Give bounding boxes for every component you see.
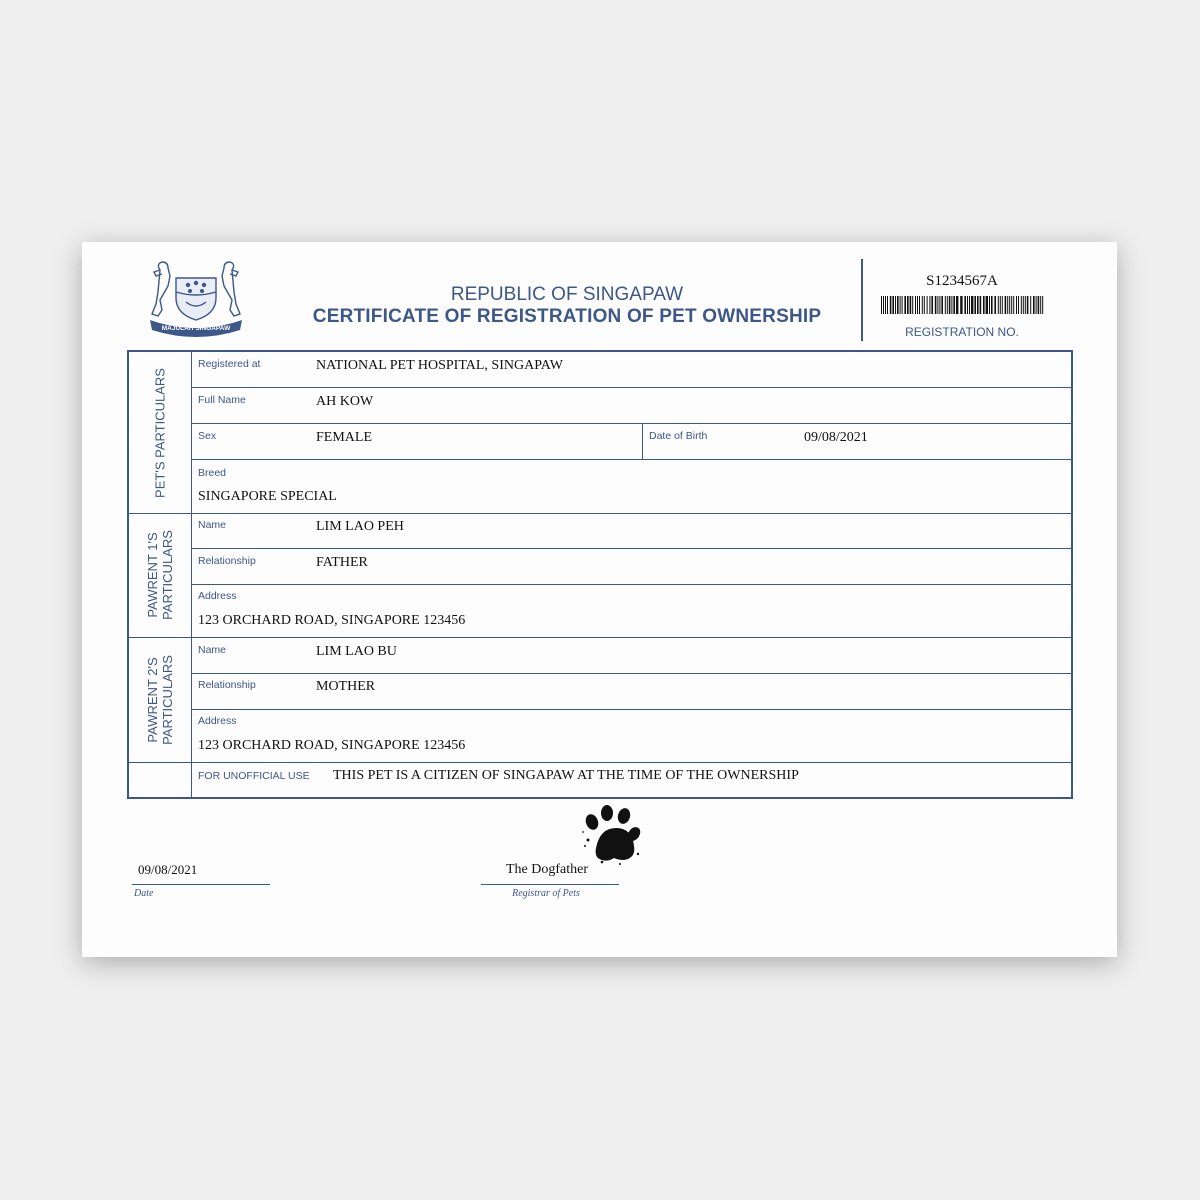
barcode-bar [964,296,966,314]
barcode-bar [1030,296,1031,314]
date-signature-line [132,884,270,885]
barcode-bar [910,296,912,314]
section-divider [129,513,1071,514]
barcode-bar [977,296,979,314]
barcode-bar [890,296,892,314]
row-divider [191,584,1071,585]
barcode-bar [885,296,886,314]
parent1-section-line2: PARTICULARS [160,530,175,620]
pet-section-label [129,352,191,513]
barcode-bar [1011,296,1012,314]
paw-print-icon [580,804,642,868]
breed-label: Breed [198,467,227,479]
parent2-section-text [145,655,175,745]
parent1-address-value: 123 ORCHARD ROAD, SINGAPORE 123456 [198,613,466,628]
row-divider [191,548,1071,549]
barcode-icon [881,296,1046,314]
parent2-section-line2: PARTICULARS [160,654,175,745]
barcode-bar [1023,296,1024,314]
barcode-bar [998,296,999,314]
barcode-bar [1000,296,1001,314]
barcode-bar [974,296,976,314]
barcode-bar [927,296,928,314]
barcode-bar [881,296,882,314]
barcode-bar [1007,296,1008,314]
barcode-bar [939,296,940,314]
barcode-bar [907,296,909,314]
barcode-bar [980,296,982,314]
barcode-bar [937,296,938,314]
barcode-bar [902,296,903,314]
barcode-bar [1036,296,1037,314]
barcode-bar [935,296,937,314]
barcode-bar [949,296,951,314]
row-divider [191,459,1071,460]
barcode-bar [953,296,955,314]
parent2-section-label [129,637,191,762]
registrar-signature-line [481,884,619,885]
pet-section-text: PET'S PARTICULARS [152,367,168,498]
barcode-bar [951,296,952,314]
barcode-bar [917,296,918,314]
barcode-bar [924,296,925,314]
crest-motto: MAJULAH SINGAPAW [161,325,231,332]
parent1-address-label: Address [198,590,237,602]
barcode-bar [1021,296,1022,314]
sex-label: Sex [198,430,217,442]
certificate-heading: CERTIFICATE OF REGISTRATION OF PET OWNERSHIP [312,306,822,327]
full-name-value: AH KOW [316,394,374,409]
column-divider [191,352,192,797]
barcode-bar [887,296,888,314]
parent2-relationship-value: MOTHER [316,679,376,694]
parent1-relationship-label: Relationship [198,555,256,567]
signature-date-value: 09/08/2021 [138,862,198,877]
barcode-bar [897,296,899,314]
barcode-bar [931,296,933,314]
barcode-bar [929,296,930,314]
date-caption: Date [134,888,154,899]
parent2-name-label: Name [198,644,227,656]
parent2-address-value: 123 ORCHARD ROAD, SINGAPORE 123456 [198,738,466,753]
barcode-bar [883,296,884,314]
parent2-section-line1: PAWRENT 2'S [145,656,160,743]
parent1-section-text [145,530,175,620]
certificate-title [282,284,852,328]
registrar-caption: Registrar of Pets [512,888,580,899]
parent2-relationship-label: Relationship [198,679,256,691]
section-divider [129,762,1071,763]
barcode-bar [971,296,973,314]
registration-number: S1234567A [926,273,998,289]
barcode-bar [994,296,996,314]
barcode-bar [967,296,968,314]
barcode-bar [947,296,948,314]
parent1-name-label: Name [198,519,227,531]
header-divider [861,259,863,341]
parent1-section-line1: PAWRENT 1'S [145,532,160,618]
barcode-bar [1027,296,1029,314]
dob-value: 09/08/2021 [804,430,868,445]
full-name-label: Full Name [198,394,246,406]
barcode-bar [983,296,985,314]
barcode-bar [1038,296,1040,314]
parent2-name-value: LIM LAO BU [316,644,397,659]
barcode-bar [1013,296,1014,314]
registered-at-value: NATIONAL PET HOSPITAL, SINGAPAW [316,358,563,373]
row-divider [191,423,1071,424]
barcode-bar [915,296,916,314]
barcode-bar [900,296,901,314]
parent2-address-label: Address [198,715,237,727]
dob-label: Date of Birth [649,430,708,442]
parent1-section-label [129,513,191,637]
barcode-bar [919,296,920,314]
barcode-bar [1009,296,1010,314]
barcode-bar [1002,296,1003,314]
particulars-table [127,350,1073,799]
registration-label: REGISTRATION NO. [905,325,1019,339]
row-divider [191,387,1071,388]
barcode-bar [989,296,990,314]
sex-value: FEMALE [316,430,372,445]
row-divider [191,673,1071,674]
barcode-bar [1042,296,1043,314]
barcode-bar [991,296,993,314]
barcode-bar [1018,296,1019,314]
barcode-bar [912,296,913,314]
registrar-name: The Dogfather [506,862,589,877]
row-divider [191,709,1071,710]
cell-divider [642,423,643,459]
breed-value: SINGAPORE SPECIAL [198,489,337,504]
barcode-bar [960,296,962,314]
parent1-name-value: LIM LAO PEH [316,519,404,534]
barcode-bar [1005,296,1007,314]
barcode-bar [956,296,958,314]
barcode-bar [922,296,923,314]
registered-at-label: Registered at [198,358,261,370]
barcode-bar [969,296,970,314]
barcode-bar [945,296,946,314]
certificate-card [82,242,1117,957]
barcode-bar [1025,296,1026,314]
barcode-bar [895,296,896,314]
barcode-bar [1016,296,1017,314]
barcode-bar [904,296,906,314]
barcode-bar [941,296,943,314]
barcode-bar [986,296,988,314]
barcode-bar [1040,296,1041,314]
section-divider [129,637,1071,638]
unofficial-text: THIS PET IS A CITIZEN OF SINGAPAW AT THE TIME OF THE OWNERSHIP [333,768,799,783]
parent1-relationship-value: FATHER [316,555,368,570]
republic-title: REPUBLIC OF SINGAPAW [450,284,684,305]
barcode-bar [892,296,894,314]
unofficial-label: FOR UNOFFICIAL USE [198,770,310,782]
crest-icon [146,258,246,340]
barcode-bar [1033,296,1035,314]
